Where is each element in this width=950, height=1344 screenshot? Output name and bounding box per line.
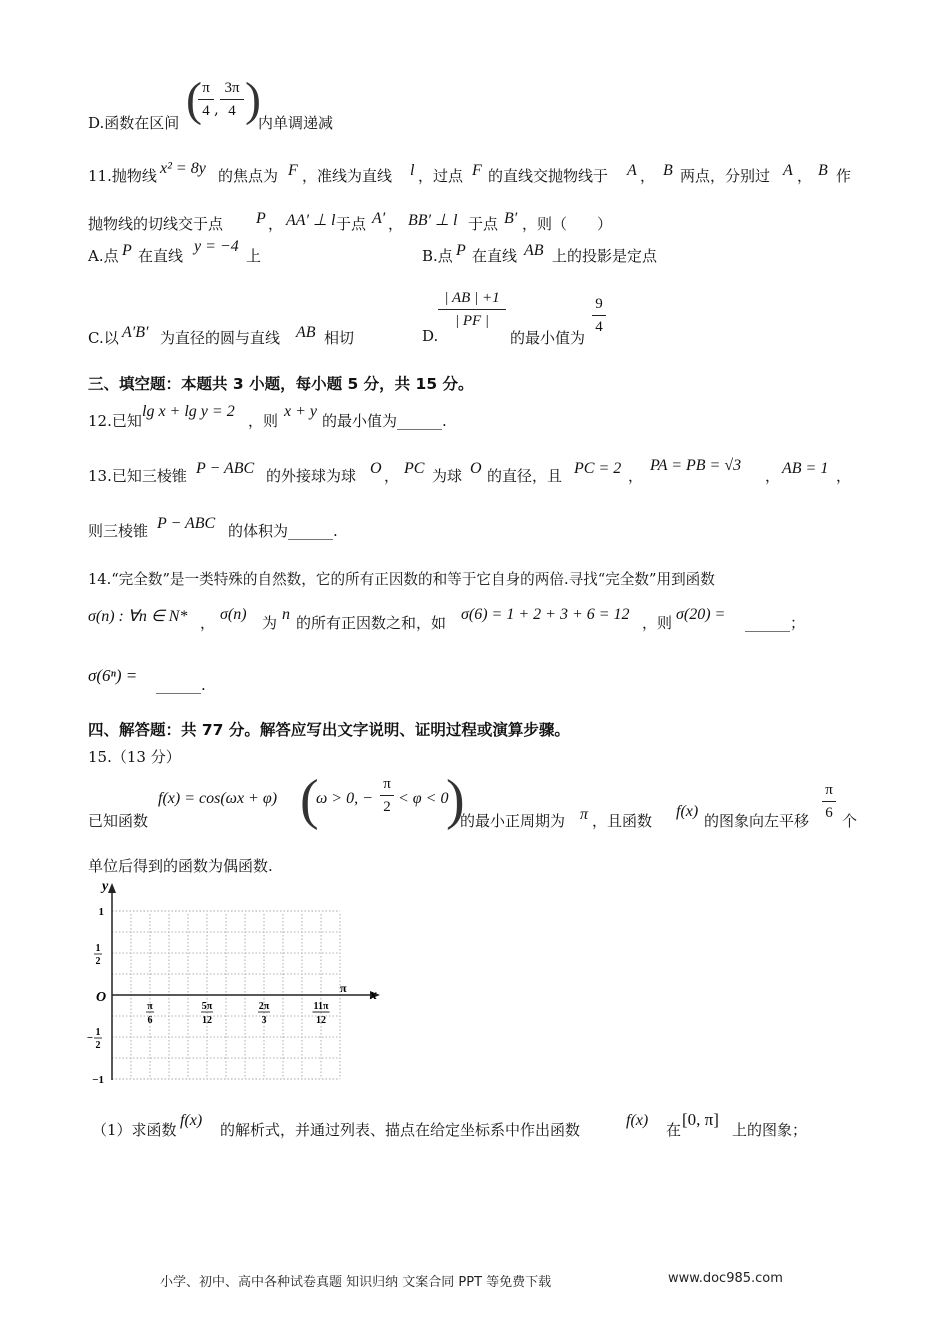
x-axis-label: x (370, 988, 377, 1003)
q11-text: 的最小值为 (510, 329, 586, 347)
q10-option-d-suffix: 内单调递减 (258, 114, 334, 132)
q13-text: 的直径，且 (487, 467, 563, 485)
q11-text: D. (422, 327, 439, 345)
y-tick-denominator: 2 (95, 956, 101, 967)
q11-text: 的直线交抛物线于 (488, 167, 609, 185)
fraction-denominator: 4 (595, 319, 603, 335)
q11-text: 为直径的圆与直线 (160, 329, 281, 347)
q11-text: 上的投影是定点 (552, 247, 658, 265)
q11-text: B.点 (422, 247, 453, 265)
fraction-numerator: 3π (224, 80, 240, 96)
right-paren: ) (446, 769, 465, 831)
fraction-bar (438, 309, 506, 310)
y-axis-arrow-icon (108, 883, 116, 893)
x-tick-numerator: 5π (201, 1001, 213, 1012)
pa-pb-equation: PA = PB = √3 (650, 457, 742, 474)
math-var: A′ (372, 210, 386, 227)
q15-part1-text: 在 (666, 1121, 682, 1139)
q15-text: 的最小正周期为 (460, 812, 566, 830)
q15-part1-text: 上的图象； (732, 1121, 808, 1139)
sigma-example: σ(6) = 1 + 2 + 3 + 6 = 12 (461, 606, 630, 623)
math-var: n (282, 606, 290, 623)
q13-text: ， (836, 467, 852, 485)
q14-text: ， (200, 614, 216, 632)
x-tick-numerator: 11π (313, 1001, 329, 1012)
q11-text: 上 (246, 247, 262, 265)
fraction-bar (592, 315, 606, 316)
math-var: P (456, 242, 466, 259)
q11-text: 作 (836, 167, 852, 185)
math-var: A (783, 162, 793, 179)
min-value-fraction (592, 294, 606, 337)
perpendicular-aa: AA′ ⊥ l (286, 212, 336, 229)
x-tick-denominator: 12 (316, 1015, 326, 1026)
q11-text: 在直线 (138, 247, 184, 265)
pyramid-label: P − ABC (157, 515, 216, 532)
f-of-x: f(x) (626, 1112, 649, 1129)
answer-blank[interactable]: ______. (156, 676, 206, 694)
q11-text: C.以 (88, 329, 119, 347)
answer-blank[interactable]: ______； (745, 614, 806, 632)
q11-text: ，准线为直线 (302, 167, 393, 185)
f-of-x: f(x) (180, 1112, 203, 1129)
fraction-bar (198, 99, 214, 100)
math-var: B′ (504, 210, 518, 227)
fraction-numerator: π (202, 80, 210, 96)
pc-equation: PC = 2 (574, 460, 622, 477)
section-4-heading: 四、解答题：共 77 分。解答应写出文字说明、证明过程或演算步骤。 (88, 721, 570, 739)
math-var: l (410, 162, 415, 179)
q10-option-d-prefix: D.函数在区间 (88, 114, 180, 132)
interval-b-fraction (220, 78, 244, 121)
q13-text: ， (628, 467, 644, 485)
q14-text: 的所有正因数之和，如 (296, 614, 447, 632)
y-tick-label: −1 (92, 1074, 104, 1086)
q15-text: 单位后得到的函数为偶函数. (88, 857, 273, 875)
q15-text: 已知函数 (88, 812, 149, 830)
option-d-fraction (438, 288, 506, 331)
q12-text: ，则 (248, 412, 279, 430)
fraction-denominator: 4 (202, 103, 210, 119)
condition-text: ω > 0, − (316, 790, 373, 807)
left-paren: ( (186, 73, 202, 126)
q12-equation: lg x + lg y = 2 (142, 403, 235, 420)
function-definition: f(x) = cos(ωx + φ) (158, 790, 278, 807)
y-tick-denominator: 2 (95, 1040, 101, 1051)
q11-text: 于点 (468, 215, 499, 233)
q11-text: ， (268, 215, 284, 233)
q14-text: ，则 (642, 614, 673, 632)
pi-label: π (340, 981, 347, 995)
sigma-6n: σ(6ⁿ) = (88, 666, 138, 685)
fraction-numerator: π (825, 782, 833, 798)
right-paren: ) (245, 73, 261, 126)
q11-text: ，则（ ） (522, 215, 613, 233)
math-var: F (288, 162, 298, 179)
f-of-x: f(x) (676, 803, 699, 820)
fraction-numerator: | AB | +1 (444, 290, 500, 306)
math-var: P (122, 242, 132, 259)
q11-text: 于点 (336, 215, 367, 233)
q13-text: 为球 (432, 467, 463, 485)
q11-text: ， (388, 215, 404, 233)
q11-text: 在直线 (472, 247, 518, 265)
q15-text: ，且函数 (592, 812, 653, 830)
q11-text: A.点 (88, 247, 119, 265)
origin-label: O (96, 990, 107, 1005)
q12-text: 12.已知 (88, 412, 142, 430)
perpendicular-bb: BB′ ⊥ l (408, 212, 458, 229)
sigma-n: σ(n) (220, 606, 247, 623)
q13-text: 的体积为______. (228, 522, 338, 540)
math-var: O (370, 460, 382, 477)
q11-text: 两点，分别过 (680, 167, 771, 185)
footer-url[interactable]: www.doc985.com (668, 1271, 783, 1286)
condition-fraction (380, 774, 394, 817)
fraction-denominator: 4 (228, 103, 236, 119)
q13-text: 的外接球为球 (266, 467, 357, 485)
q12-text: 的最小值为______. (322, 412, 447, 430)
fraction-denominator: | PF | (454, 313, 490, 329)
condition-text: < φ < 0 (398, 790, 449, 807)
fraction-numerator: 9 (595, 296, 603, 312)
math-var: AB (524, 242, 544, 259)
x-tick-denominator: 3 (261, 1015, 267, 1026)
ab-equation: AB = 1 (782, 460, 829, 477)
q14-text: 为 (262, 614, 278, 632)
y-tick-numerator: 1 (95, 943, 101, 954)
fraction-denominator: 2 (383, 799, 391, 815)
math-var: P (256, 210, 266, 227)
period-value: π (580, 806, 589, 823)
x-tick-denominator: 6 (147, 1015, 153, 1026)
q13-text: ， (384, 467, 400, 485)
footer-text: 小学、初中、高中各种试卷真题 知识归纳 文案合同 PPT 等免费下载 (160, 1275, 552, 1290)
fraction-denominator: 6 (825, 805, 833, 821)
q11-text: 相切 (324, 329, 355, 347)
math-var: O (470, 460, 482, 477)
q11-text: 的焦点为 (218, 167, 279, 185)
q11-text: ， (640, 167, 656, 185)
math-var: A (627, 162, 637, 179)
line-equation: y = −4 (194, 238, 239, 255)
comma: , (214, 100, 219, 118)
fraction-bar (220, 99, 244, 100)
y-tick-label: 1 (98, 906, 104, 918)
math-var: AB (296, 324, 316, 341)
sigma-definition: σ(n) : ∀n ∈ N* (88, 608, 188, 625)
q11-text: 抛物线的切线交于点 (88, 215, 224, 233)
segment-label: A′B′ (122, 324, 149, 341)
sigma-20: σ(20) = (676, 606, 726, 623)
section-3-heading: 三、填空题：本题共 3 小题，每小题 5 分，共 15 分。 (88, 375, 474, 393)
q11-text: 11.抛物线 (88, 167, 157, 185)
left-paren: ( (300, 769, 319, 831)
parabola-equation: x² = 8y (160, 160, 206, 177)
q15-text: 个 (842, 812, 858, 830)
q15-label: 15.（13 分） (88, 748, 181, 766)
q12-expression: x + y (284, 403, 317, 420)
q15-part1-text: 的解析式，并通过列表、描点在给定坐标系中作出函数 (220, 1121, 581, 1139)
q13-text: 则三棱锥 (88, 522, 149, 540)
q13-text: 13.已知三棱锥 (88, 467, 187, 485)
math-var: B (663, 162, 673, 179)
y-tick-sign: − (86, 1032, 94, 1044)
math-var: F (472, 162, 482, 179)
math-var: B (818, 162, 828, 179)
x-tick-numerator: π (147, 1001, 153, 1012)
interval: [0, π] (682, 1110, 719, 1129)
q15-text: 的图象向左平移 (704, 812, 810, 830)
q13-text: ， (765, 467, 781, 485)
q11-text: ， (797, 167, 813, 185)
fraction-bar (822, 801, 836, 802)
y-tick-numerator: 1 (95, 1027, 101, 1038)
pyramid-label: P − ABC (196, 460, 255, 477)
q14-text: 14.“完全数”是一类特殊的自然数，它的所有正因数的和等于它自身的两倍.寻找“完全数”用到函数 (88, 571, 715, 588)
fraction-numerator: π (383, 776, 391, 792)
coordinate-grid-figure (84, 874, 396, 1086)
interval-a-fraction (198, 78, 214, 121)
math-var: PC (404, 460, 425, 477)
x-tick-numerator: 2π (258, 1001, 270, 1012)
x-tick-denominator: 12 (202, 1015, 212, 1026)
fraction-bar (380, 795, 394, 796)
q15-part1-text: （1）求函数 (92, 1121, 177, 1139)
shift-fraction (822, 780, 836, 823)
y-axis-label: y (102, 879, 109, 894)
q11-text: ，过点 (418, 167, 464, 185)
